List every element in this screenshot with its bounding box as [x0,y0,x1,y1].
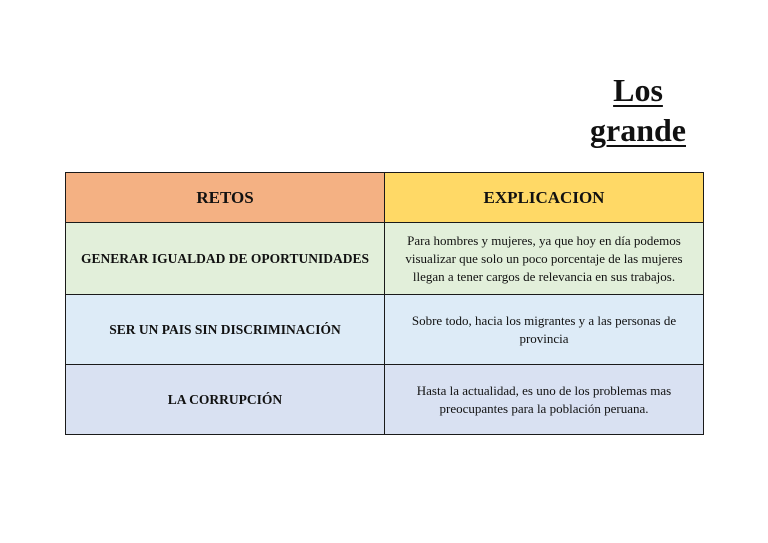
explicacion-cell: Hasta la actualidad, es uno de los problemas mas preocupantes para la población peruana. [385,365,704,435]
reto-cell: GENERAR IGUALDAD DE OPORTUNIDADES [66,223,385,295]
table-row [66,365,704,435]
explicacion-cell: Para hombres y mujeres, ya que hoy en día podemos visualizar que solo un poco porcentaje de las mujeres llegan a tener cargos de relevancia en sus trabajos. [385,223,704,295]
reto-cell: LA CORRUPCIÓN [66,365,385,435]
title-line-2: grande [590,112,686,148]
table-row [66,295,704,365]
page-title [560,70,716,150]
table-row [66,223,704,295]
header-row [66,173,704,223]
retos-table [65,172,704,435]
title-line-1: Los [613,72,663,108]
explicacion-cell: Sobre todo, hacia los migrantes y a las personas de provincia [385,295,704,365]
header-retos: RETOS [66,173,385,223]
reto-cell: SER UN PAIS SIN DISCRIMINACIÓN [66,295,385,365]
header-explicacion: EXPLICACION [385,173,704,223]
